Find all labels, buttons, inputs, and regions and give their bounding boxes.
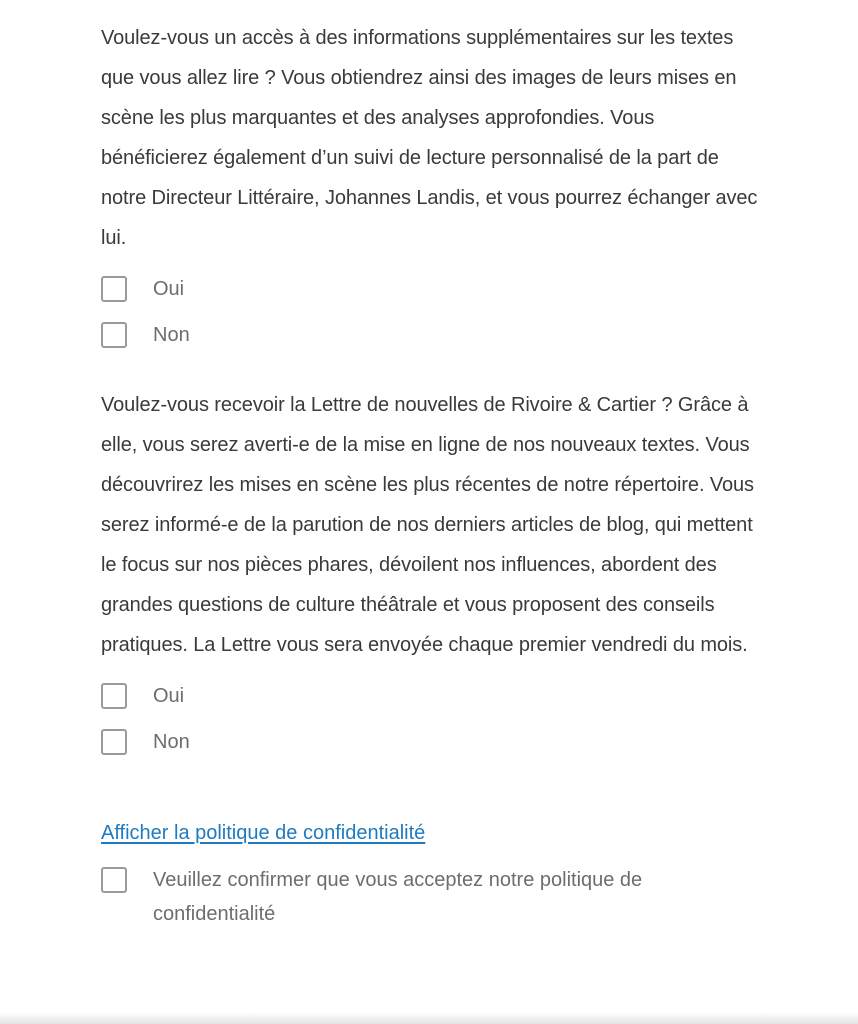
option-label: Non xyxy=(153,730,190,753)
option-non[interactable] xyxy=(101,719,761,765)
non-checkbox[interactable] xyxy=(101,322,127,348)
privacy-policy-link[interactable]: Afficher la politique de confidentialité xyxy=(101,822,426,844)
option-label: Non xyxy=(153,323,190,346)
oui-checkbox[interactable] xyxy=(101,683,127,709)
privacy-confirm-label: Veuillez confirmer que vous acceptez notre politique de confidentialité xyxy=(153,869,643,925)
options-group xyxy=(101,266,761,358)
question-text: Voulez-vous recevoir la Lettre de nouvelles de Rivoire & Cartier ? Grâce à elle, vous serez averti-e de la mise en ligne de nos nouveaux textes. Vous découvrirez les mises en scène les plus récentes de notre répertoire. Vous serez informé-e de la parution de nos derniers articles de blog, qui mettent le focus sur nos pièces phares, dévoilent nos influences, abordent des grandes questions de culture théâtrale et vous proposent des conseils pratiques. La Lettre vous sera envoyée chaque premier vendredi du mois. xyxy=(101,394,754,656)
privacy-confirm[interactable] xyxy=(101,863,761,931)
question-text: Voulez-vous un accès à des informations supplémentaires sur les textes que vous allez lire ? Vous obtiendrez ainsi des images de leurs mises en scène les plus marquantes et des analyses approfondies. Vous bénéficierez également d’un suivi de lecture personnalisé de la part de notre Directeur Littéraire, Johannes Landis, et vous pourrez échanger avec lui. xyxy=(101,27,758,249)
question-additional-info xyxy=(101,18,761,358)
option-oui[interactable] xyxy=(101,266,761,312)
option-label: Oui xyxy=(153,684,185,707)
consent-form xyxy=(101,18,761,931)
option-oui[interactable] xyxy=(101,673,761,719)
option-label: Oui xyxy=(153,277,185,300)
options-group xyxy=(101,673,761,765)
bottom-edge-shadow xyxy=(0,1012,858,1024)
oui-checkbox[interactable] xyxy=(101,276,127,302)
question-newsletter xyxy=(101,385,761,765)
option-non[interactable] xyxy=(101,312,761,358)
privacy-confirm-checkbox[interactable] xyxy=(101,867,127,893)
non-checkbox[interactable] xyxy=(101,729,127,755)
